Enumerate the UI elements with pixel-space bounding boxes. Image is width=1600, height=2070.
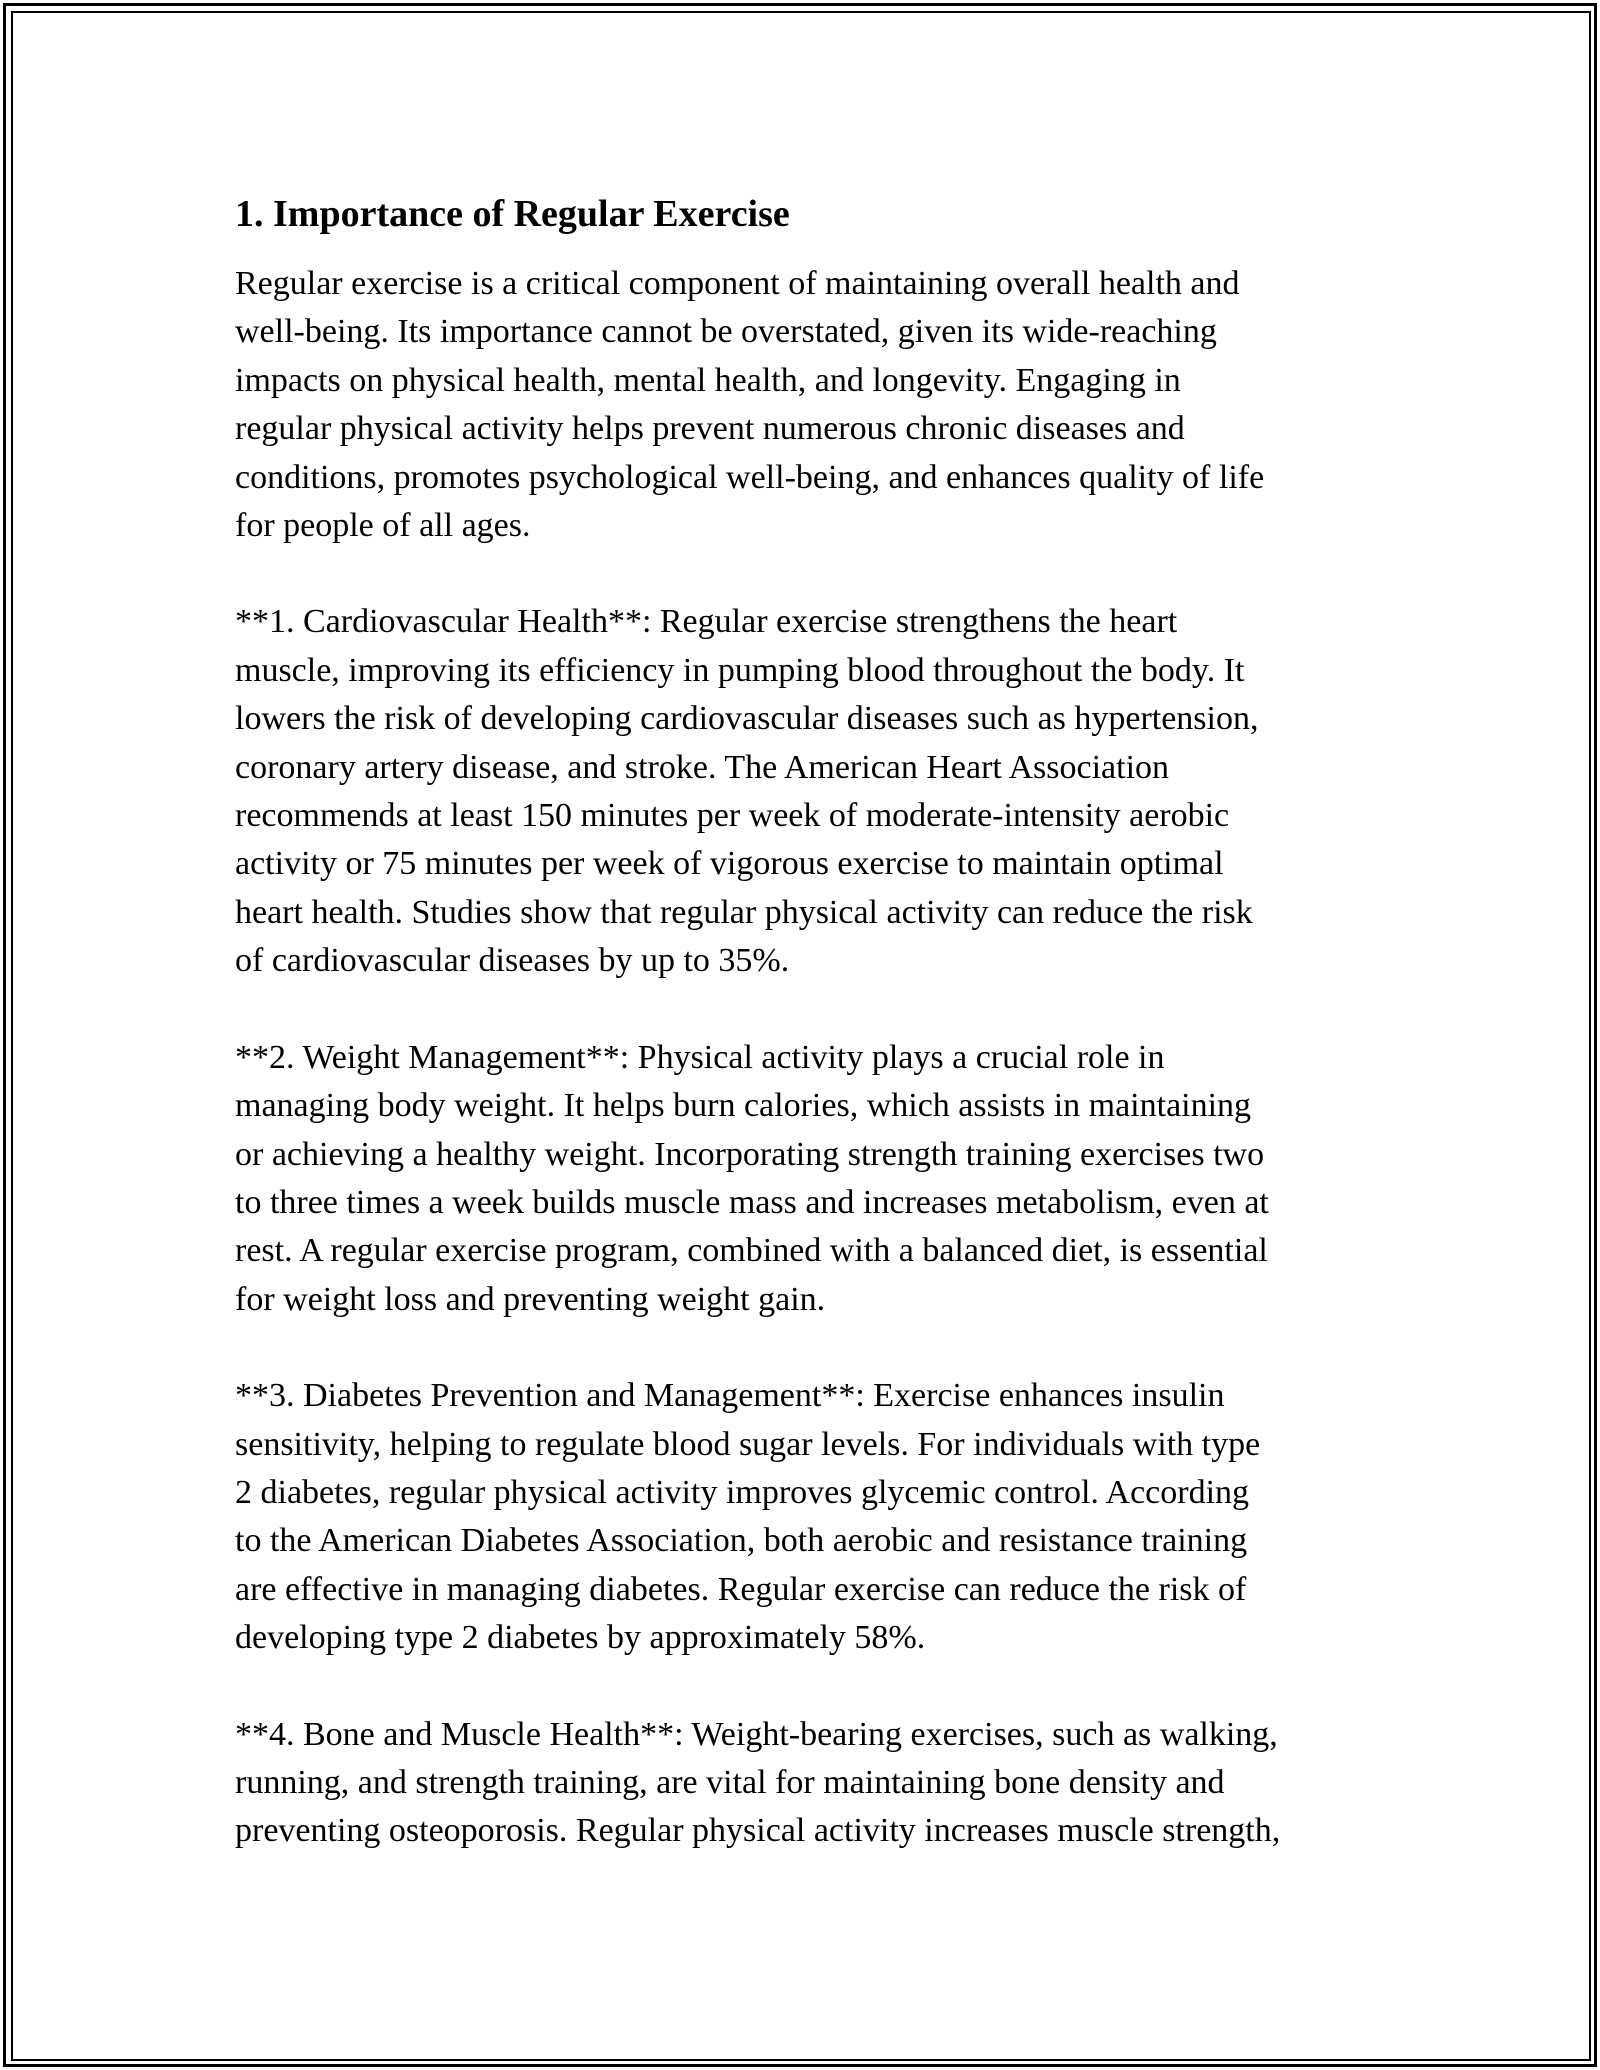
section-title: 1. Importance of Regular Exercise <box>235 193 790 235</box>
paragraph-intro: Regular exercise is a critical component of maintaining overall health and well-being. Its importance cannot be overstated, given its wide-reaching impacts on physical health, mental health, and longevity. Engaging in regular physical activity helps prevent numerous chronic diseases and conditions, promotes psychological well-being, and enhances quality of life for people of all ages. <box>235 265 1265 545</box>
paragraph-weight-management: **2. Weight Management**: Physical activity plays a crucial role in managing body weight. It helps burn calories, which assists in maintaining or achieving a healthy weight. Incorporating strength training exercises two to three times a week builds muscle mass and increases metabolism, even at rest. A regular exercise program, combined with a balanced diet, is essential for weight loss and preventing weight gain. <box>235 1038 1269 1318</box>
paragraph-diabetes: **3. Diabetes Prevention and Management**: Exercise enhances insulin sensitivity, helping to regulate blood sugar levels. For individuals with type 2 diabetes, regular physical activity improves glycemic control. According to the American Diabetes Association, both aerobic and resistance training are effective in managing diabetes. Regular exercise can reduce the risk of developing type 2 diabetes by approximately 58%. <box>235 1377 1261 1657</box>
document-body <box>235 190 1375 1904</box>
paragraph-cardiovascular-health: **1. Cardiovascular Health**: Regular exercise strengthens the heart muscle, improving its efficiency in pumping blood throughout the body. It lowers the risk of developing cardiovascular diseases such as hypertension, coronary artery disease, and stroke. The American Heart Association recommends at least 150 minutes per week of moderate-intensity aerobic activity or 75 minutes per week of vigorous exercise to maintain optimal heart health. Studies show that regular physical activity can reduce the risk of cardiovascular diseases by up to 35%. <box>235 603 1259 980</box>
paragraph-bone-muscle-health: **4. Bone and Muscle Health**: Weight-bearing exercises, such as walking, running, and strength training, are vital for maintaining bone density and preventing osteoporosis. Regular physical activity increases muscle strength, <box>235 1715 1281 1850</box>
